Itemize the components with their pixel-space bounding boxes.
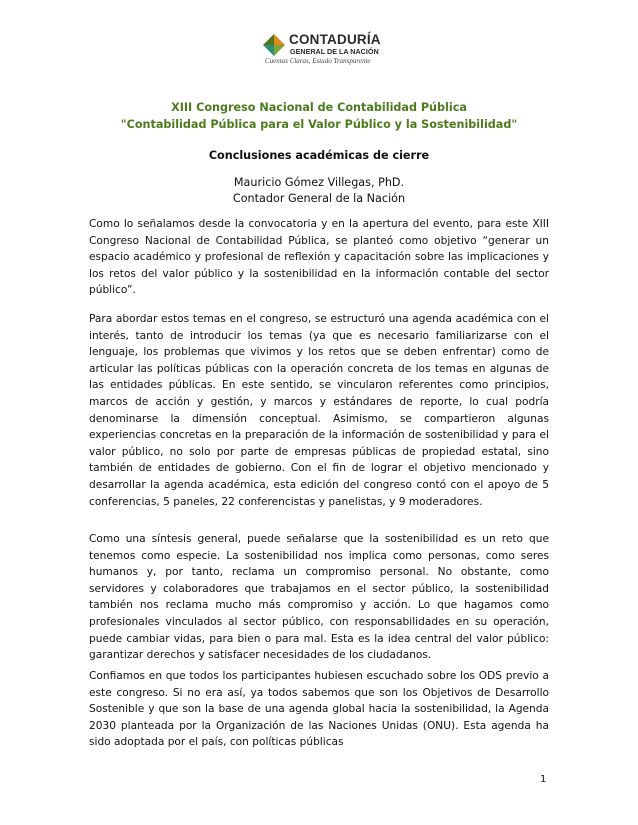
contaduria-logo-icon [263, 34, 285, 58]
body-paragraph-4: Confiamos en que todos los participantes hubiesen escuchado sobre los ODS previo a este congreso. Si no era así, ya todos sabemos que son los Objetivos de Desarrollo Sostenible y que son la base de una agenda global hacia la sostenibilidad, la Agenda 2030 planteada por la Organización de las Naciones Unidas (ONU). Esta agenda ha sido adoptada por el país, con políticas públicas [89, 670, 549, 749]
logo-slogan: Cuentas Claras, Estado Transparente [265, 57, 371, 65]
contaduria-logo [263, 30, 387, 68]
body-paragraph-2: Para abordar estos temas en el congreso, se estructuró una agenda académica con el interés, tanto de introducir los temas (ya que es necesario familiarizarse con el lenguaje, los problemas que vivimos y los retos que se deben enfrentar) como de articular las políticas públicas con la operación concreta de los temas en algunas de las entidades públicas. En este sentido, se vincularon referentes como principios, marcos de acción y gestión, y marcos y estándares de reporte, lo cual podría denominarse la dimensión conceptual. Asimismo, se compartieron algunas experiencias concretas en la preparación de la información de sostenibilidad y para el valor público, no solo por parte de empresas públicas de propiedad estatal, sino también de entidades de gobierno. Con el fin de lograr el objetivo mencionado y desarrollar la agenda académica, esta edición del congreso contó con el apoyo de 5 conferencias, 5 paneles, 22 conferencistas y panelistas, y 9 moderadores. [89, 313, 549, 508]
body-paragraph-3: Como una síntesis general, puede señalarse que la sostenibilidad es un reto que tenemos como especie. La sostenibilidad nos implica como personas, como seres humanos y, por tanto, reclama un compromiso personal. No obstante, como servidores y colaboradores que trabajamos en el sector público, la sostenibilidad también nos reclama mucho más compromiso y acción. Lo que hagamos como profesionales vinculados al sector público, con responsabilidades en su operación, puede cambiar vidas, para bien o para mal. Esta es la idea central del valor público: garantizar derechos y satisfacer necesidades de los ciudadanos. [89, 533, 549, 662]
author-name: Mauricio Gómez Villegas, PhD. [233, 176, 405, 189]
author-role: Contador General de la Nación [232, 192, 406, 205]
logo-brand-subtitle: GENERAL DE LA NACIÓN [290, 47, 379, 56]
document-title-line-2: "Contabilidad Pública para el Valor Público y la Sostenibilidad" [120, 118, 518, 131]
logo-brand-text: CONTADURÍA [289, 32, 381, 47]
page-number: 1 [540, 774, 547, 785]
section-heading: Conclusiones académicas de cierre [208, 149, 430, 162]
body-paragraph-1: Como lo señalamos desde la convocatoria y en la apertura del evento, para este XIII Congreso Nacional de Contabilidad Pública, se planteó como objetivo “generar un espacio académico y profesional de reflexión y capacitación sobre las implicaciones y los retos del valor público y la sostenibilidad en la información contable del sector público”. [89, 218, 549, 297]
document-title-line-1: XIII Congreso Nacional de Contabilidad Pública [171, 101, 467, 114]
